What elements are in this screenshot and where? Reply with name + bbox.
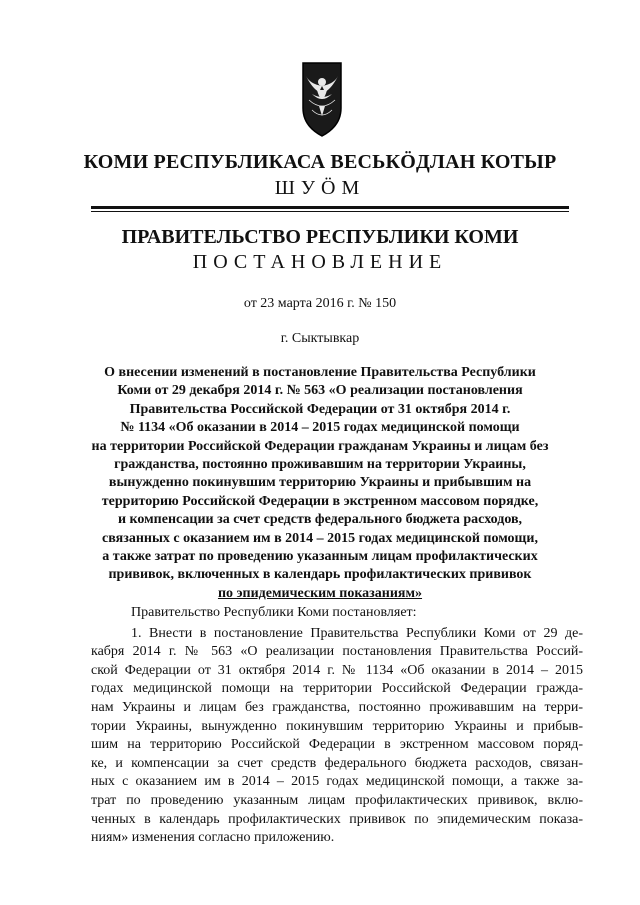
document-title [70, 364, 570, 603]
title-line: вынужденно покинувшим территорию Украины и прибывшим на [108, 475, 532, 491]
header-divider-thick [91, 206, 569, 209]
title-line: № 1134 «Об оказании в 2014 – 2015 годах медицинской помощи [120, 420, 520, 436]
document-type: ПОСТАНОВЛЕНИЕ [192, 251, 448, 273]
body-line: ке, и компенсации за счет средств федерального бюджета расходов, связан- [91, 755, 583, 771]
government-title: ПРАВИТЕЛЬСТВО РЕСПУБЛИКИ КОМИ [121, 226, 519, 248]
title-line: на территории Российской Федерации гражданам Украины и лицам без [91, 438, 549, 454]
body-line: ской Федерации от 31 октября 2014 г. № 1134 «Об оказании в 2014 – 2015 [91, 662, 583, 678]
komi-title: КОМИ РЕСПУБЛИКАСА ВЕСЬКÖДЛАН КОТЫР [83, 151, 557, 173]
document-city: г. Сыктывкар [280, 331, 360, 346]
body-line: 1. Внести в постановление Правительства Республики Коми от 29 де- [131, 625, 583, 641]
title-line: Правительства Российской Федерации от 31 октября 2014 г. [129, 401, 511, 417]
body-intro: Правительство Республики Коми постановляет: [131, 605, 417, 620]
document-date-number: от 23 марта 2016 г. № 150 [243, 296, 397, 311]
title-line-underlined: по эпидемическим показаниям» [217, 585, 423, 601]
title-line: и компенсации за счет средств федерального бюджета расходов, [117, 512, 523, 528]
body-line: тории Украины, вынужденно покинувшим территорию Украины и прибыв- [91, 718, 583, 734]
title-line: территорию Российской Федерации в экстренном массовом порядке, [101, 493, 539, 509]
body-line: трат по проведению указанным лицам профилактических прививок, вклю- [91, 792, 583, 808]
komi-coat-of-arms-icon [300, 60, 344, 138]
header-divider-thin [91, 211, 569, 212]
title-line: прививок, включенных в календарь профилактических прививок [108, 567, 532, 583]
body-line: ниям» изменения согласно приложению. [91, 830, 335, 846]
document-body [91, 604, 583, 848]
body-line: ных с оказанием им в 2014 – 2015 годах медицинской помощи, а также за- [91, 774, 583, 790]
title-line: гражданства, постоянно проживавшим на территории Украины, [114, 457, 526, 473]
body-line: ченных в календарь профилактических прививок по эпидемическим показа- [91, 811, 583, 827]
title-line: связанных с оказанием им в 2014 – 2015 годах медицинской помощи, [102, 530, 538, 546]
title-line: а также затрат по проведению указанным лицам профилактических [102, 549, 538, 565]
komi-subtitle: ШУÖМ [274, 177, 366, 199]
body-line: кабря 2014 г. № 563 «О реализации постановления Правительства Россий- [91, 644, 583, 660]
title-line: О внесении изменений в постановление Правительства Республики [104, 365, 536, 380]
title-line: Коми от 29 декабря 2014 г. № 563 «О реализации постановления [117, 383, 523, 399]
body-line: нам Украины и лицам без гражданства, постоянно проживавшим на терри- [91, 699, 583, 715]
body-line: годах медицинской помощи на территории Российской Федерации гражда- [91, 681, 583, 697]
body-line: шим на территорию Российской Федерации в экстренном массовом поряд- [91, 737, 583, 753]
